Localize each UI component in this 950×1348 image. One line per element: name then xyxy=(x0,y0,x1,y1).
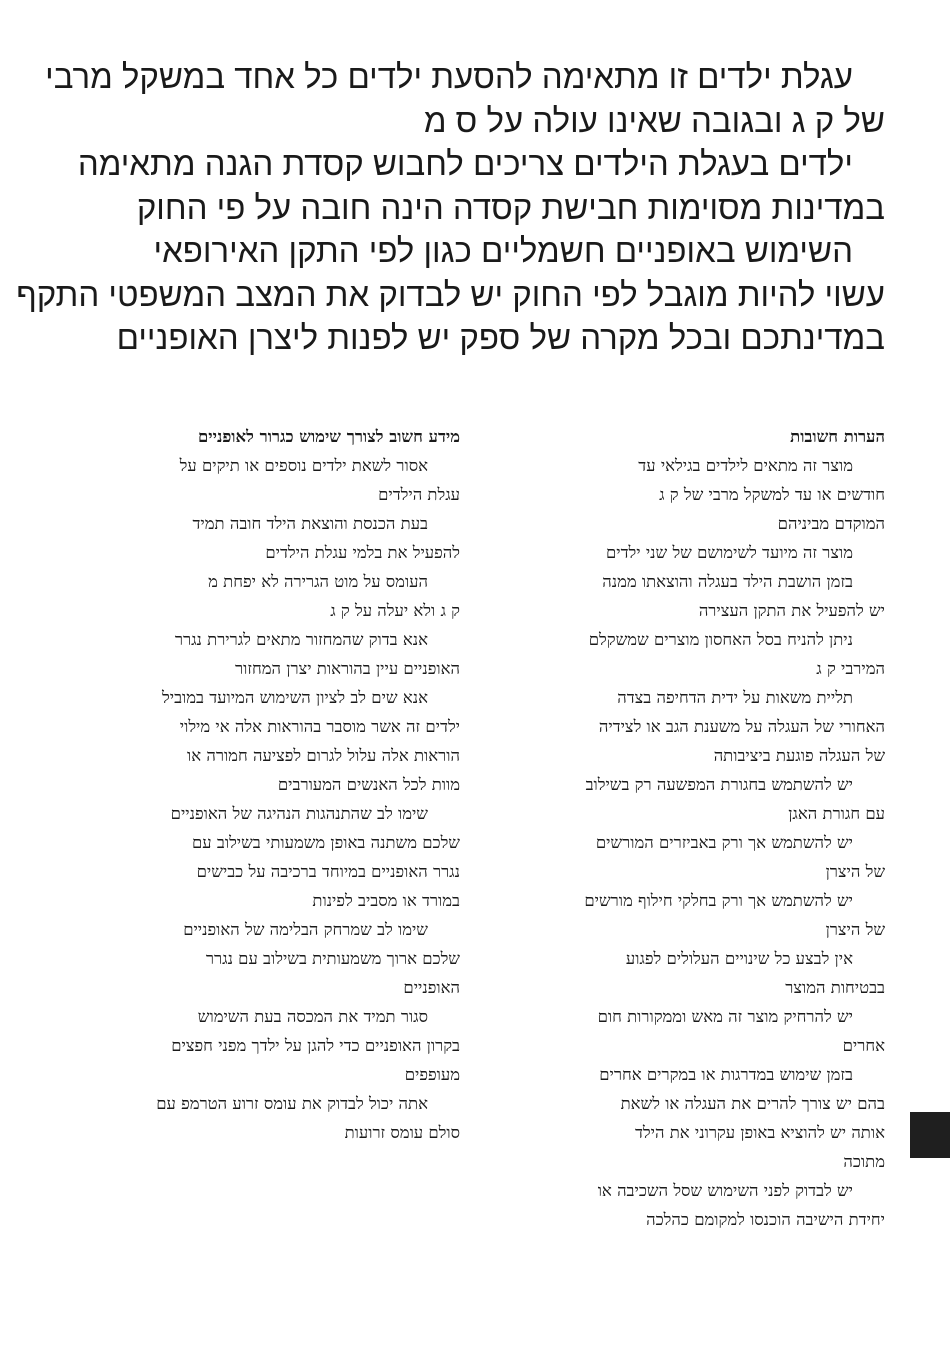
text-line: יש להרחיק מוצר זה מאש וממקורות חום xyxy=(597,1007,853,1026)
trailer-info-heading: מידע חשוב לצורך שימוש כגרור לאופניים xyxy=(198,427,460,446)
text-line: בעת הכנסת והוצאת הילד חובה תמיד xyxy=(192,514,428,533)
text-line: בזמן שימוש במדרגות או במקרים אחרים xyxy=(599,1065,853,1084)
important-notes-list xyxy=(505,451,885,1234)
text-line: במדינתכם ובכל מקרה של ספק יש לפנות ליצרן האופניים xyxy=(116,319,885,356)
text-line: נגרר האופניים במיוחד ברכיבה על כבישים xyxy=(196,862,460,881)
text-block xyxy=(85,915,460,1002)
text-line: ק ג ולא יעלה על ק ג xyxy=(330,601,460,620)
intro-text xyxy=(16,55,885,360)
text-line: שימו לב שהתנהגות הנהיגה של האופניים xyxy=(170,804,428,823)
text-block xyxy=(85,683,460,799)
text-line: יש להשתמש אך ורק באביזרים המורשים xyxy=(595,833,853,852)
text-line: המירבי ק ג xyxy=(816,659,885,678)
important-notes-section xyxy=(505,422,885,1234)
text-line: יחידת הישיבה הוכנסו למקומם כהלכה xyxy=(646,1210,885,1229)
important-notes-heading: הערות חשובות xyxy=(790,427,885,446)
text-block xyxy=(505,886,885,944)
text-line: אין לבצע כל שינויים העלולים לפגוע xyxy=(625,949,853,968)
text-block xyxy=(505,567,885,625)
text-line: של ק ג ובגובה שאינו עולה על ס מ xyxy=(423,101,885,139)
text-block xyxy=(505,451,885,538)
text-line: האופניים xyxy=(403,978,460,997)
text-line: שלכם משתנה באופן משמעותי בשילוב עם xyxy=(192,833,460,852)
text-block xyxy=(85,1002,460,1089)
text-line: עגלת הילדים xyxy=(378,485,460,504)
text-line: יש להשתמש אך ורק בחלקי חילוף מורשים xyxy=(584,891,853,910)
text-line: שלכם ארוך משמעותית בשילוב עם נגרר xyxy=(205,949,460,968)
text-line: של היצרן xyxy=(825,862,885,881)
text-block xyxy=(85,451,460,509)
text-line: תליית משאות על ידית הדחיפה בצדה xyxy=(617,688,853,707)
text-line: בהם יש צורך להרים את העגלה או לשאת xyxy=(620,1094,885,1113)
text-line: חודשים או עד למשקל מרבי של ק ג xyxy=(659,485,885,504)
text-block xyxy=(505,828,885,886)
text-line: ניתן להניח בסל האחסון מוצרים שמשקלם xyxy=(588,630,853,649)
text-line: בבטיחות המוצר xyxy=(785,978,885,997)
text-line: של היצרן xyxy=(825,920,885,939)
text-block xyxy=(505,944,885,1002)
text-block xyxy=(505,1002,885,1060)
text-block xyxy=(505,538,885,567)
section-thumb-tab xyxy=(910,1112,950,1158)
text-line: יש להפעיל את התקן העצירה xyxy=(698,601,885,620)
text-line: אנא שים לב לציון השימוש המיועד במוביל xyxy=(162,688,428,707)
text-block xyxy=(505,683,885,770)
text-line: מוצר זה מתאים לילדים בגילאי עד xyxy=(638,456,853,475)
text-line: מעופפים xyxy=(404,1065,460,1084)
text-line: האופניים עיין בהוראות יצרן המחזור xyxy=(235,659,460,678)
text-line: בזמן הושבת הילד בעגלה והוצאתו ממנה xyxy=(602,572,853,591)
text-line: אסור לשאת ילדים נוספים או תיקים על xyxy=(179,456,428,475)
text-line: הוראות אלה עלול לגרום לפציעה חמורה או xyxy=(186,746,460,765)
text-line: של העגלה פוגעת ביציבותה xyxy=(713,746,885,765)
text-block xyxy=(505,1060,885,1176)
text-line: ילדים בעגלת הילדים צריכים לחבוש קסדת הגנה מתאימה xyxy=(77,145,853,182)
text-line: העומס על מוט הגרירה לא יפחת מ xyxy=(208,572,428,591)
text-block xyxy=(85,799,460,915)
trailer-info-section xyxy=(85,422,460,1147)
trailer-info-list xyxy=(85,451,460,1147)
text-line: מוות לכל האנשים המעורבים xyxy=(277,775,460,794)
text-line: עשוי להיות מוגבל לפי החוק יש לבדוק את המצב המשפטי התקף xyxy=(16,275,885,313)
text-line: ילדים זה אשר מוסבר בהוראות אלה אי מילוי xyxy=(179,717,460,736)
text-line: אותה יש להוציא באופן עקרוני את הילד xyxy=(634,1123,885,1142)
text-line: אתה יכול לבדוק את עומס זרוע הטרמפ עם xyxy=(156,1094,428,1113)
text-block xyxy=(45,55,885,142)
text-line: בקרון האופניים כדי להגן על ילדך מפני חפצים xyxy=(171,1036,460,1055)
text-block xyxy=(85,567,460,625)
text-block xyxy=(85,1089,460,1147)
text-line: אנא בדוק שהמחזור מתאים לגרירת נגרר xyxy=(174,630,428,649)
text-line: המוקדם מביניהם xyxy=(777,514,885,533)
text-line: שימו לב שמרחק הבלימה של האופניים xyxy=(183,920,428,939)
text-line: סולם עומס זרועות xyxy=(344,1123,460,1142)
text-line: עם חגורת האגן xyxy=(788,804,885,823)
text-block xyxy=(16,229,885,360)
text-block xyxy=(85,509,460,567)
text-block xyxy=(85,625,460,683)
text-line: יש לבדוק לפני השימוש שסל השכיבה או xyxy=(597,1181,853,1200)
text-line: להפעיל את בלמי עגלת הילדים xyxy=(265,543,460,562)
text-line: מוצר זה מיועד לשימושם של שני ילדים xyxy=(605,543,853,562)
text-line: סגור תמיד את המכסה בעת השימוש xyxy=(197,1007,428,1026)
text-line: עגלת ילדים זו מתאימה להסעת ילדים כל אחד במשקל מרבי xyxy=(45,58,853,95)
text-block xyxy=(505,1176,885,1234)
text-line: אחרים xyxy=(842,1036,885,1055)
text-line: במדינות מסוימות חבישת קסדה הינה חובה על פי החוק xyxy=(136,188,885,226)
text-line: מתוכה xyxy=(843,1152,885,1171)
text-block xyxy=(505,625,885,683)
text-line: יש להשתמש בחגורת המפשעה רק בשילוב xyxy=(585,775,853,794)
text-block xyxy=(70,142,885,229)
text-line: השימוש באופניים חשמליים כגון לפי התקן האירופאי xyxy=(153,232,853,269)
text-line: האחורי של העגלה על משענת הגב או לצידיה xyxy=(598,717,885,736)
text-block xyxy=(505,770,885,828)
text-line: במורד או מסביב לפינות xyxy=(312,891,460,910)
